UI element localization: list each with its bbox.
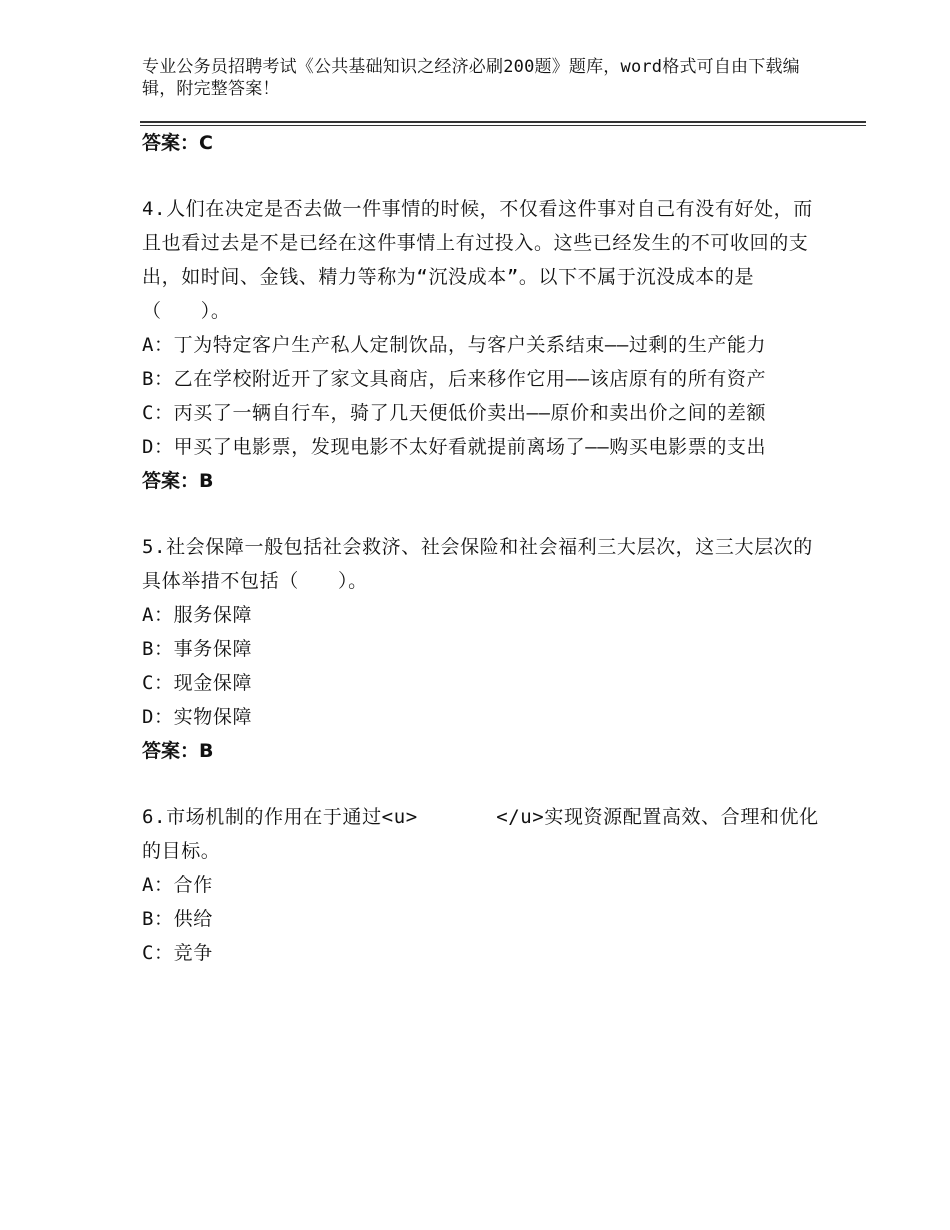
- option-b: B：事务保障: [142, 638, 253, 660]
- option-c: C：丙买了一辆自行车，骑了几天便低价卖出——原价和卖出价之间的差额: [142, 402, 767, 424]
- page-header: 专业公务员招聘考试《公共基础知识之经济必刷200题》题库，word格式可自由下载编辑，附完整答案！: [142, 57, 800, 99]
- option-c: C：竞争: [142, 942, 213, 964]
- spacer: [142, 498, 822, 530]
- question-answer: 答案：B: [142, 470, 214, 492]
- option-d: D：甲买了电影票，发现电影不太好看就提前离场了——购买电影票的支出: [142, 436, 767, 458]
- option-c: C：现金保障: [142, 672, 253, 694]
- previous-answer: 答案：C: [142, 132, 213, 154]
- spacer: [142, 160, 822, 192]
- spacer: [142, 768, 822, 800]
- question-stem: 5.社会保障一般包括社会救济、社会保险和社会福利三大层次，这三大层次的具体举措不包括（ ）。: [142, 536, 813, 592]
- question-5: [142, 530, 822, 768]
- question-answer: 答案：B: [142, 740, 214, 762]
- option-b: B：供给: [142, 908, 213, 930]
- option-d: D：实物保障: [142, 706, 253, 728]
- question-stem: 6.市场机制的作用在于通过<u> </u>实现资源配置高效、合理和优化的目标。: [142, 806, 819, 862]
- question-4: [142, 192, 822, 498]
- option-a: A：丁为特定客户生产私人定制饮品，与客户关系结束——过剩的生产能力: [142, 334, 767, 356]
- document-body: [142, 126, 822, 970]
- option-a: A：服务保障: [142, 604, 253, 626]
- question-stem: 4.人们在决定是否去做一件事情的时候，不仅看这件事对自己有没有好处，而且也看过去是不是已经在这件事情上有过投入。这些已经发生的不可收回的支出，如时间、金钱、精力等称为“沉没成本”。以下不属于沉没成本的是（ ）。: [142, 198, 813, 322]
- header-rule-thick: [140, 121, 866, 123]
- option-b: B：乙在学校附近开了家文具商店，后来移作它用——该店原有的所有资产: [142, 368, 767, 390]
- question-6: [142, 800, 822, 970]
- option-a: A：合作: [142, 874, 213, 896]
